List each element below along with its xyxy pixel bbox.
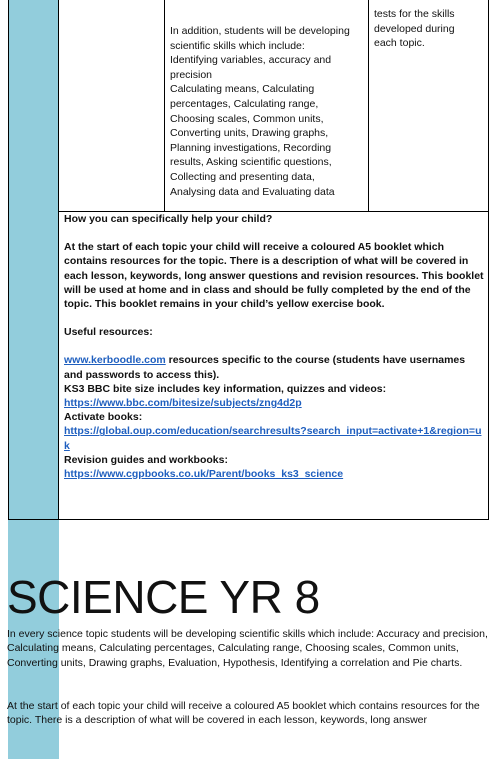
bbc-bitesize-link[interactable]: https://www.bbc.com/bitesize/subjects/zng4d2p <box>64 397 302 410</box>
skills-line: Choosing scales, Common units, <box>170 112 324 125</box>
activate-label: Activate books: <box>64 411 143 424</box>
tests-line: each topic. <box>374 37 425 50</box>
bbc-label: KS3 BBC bite size includes key information, quizzes and videos: <box>64 382 387 395</box>
revision-label: Revision guides and workbooks: <box>64 453 228 466</box>
skills-line: Planning investigations, Recording <box>170 141 332 154</box>
tests-cell <box>374 7 484 51</box>
tests-line: developed during <box>374 22 455 35</box>
skills-line: Analysing data and Evaluating data <box>170 185 335 198</box>
skills-line: Collecting and presenting data, <box>170 170 315 183</box>
table-divider <box>58 0 59 520</box>
skills-line: results, Asking scientific questions, <box>170 156 332 169</box>
skills-line: percentages, Calculating range, <box>170 97 319 110</box>
skills-paragraph: In every science topic students will be developing scientific skills which include: Accuracy and precision, Calculating means, Calculating percentages, Calculating range, Choosing scales, Common units, Converting units, Drawing graphs, Evaluation, Hypothesis, Identifying a correlation and Pie charts. <box>7 628 488 669</box>
table-divider <box>164 0 165 211</box>
help-section <box>64 212 484 481</box>
booklet-paragraph: At the start of each topic your child will receive a coloured A5 booklet which contains resources for the topic. There is a description of what will be covered in each lesson, keywords, long answer questions and revision resources. This booklet will be used at home and in class and should be fully completed by the end of the topic. This booklet remains in your child’s yellow exercise book. <box>64 241 484 311</box>
kerboodle-paragraph <box>64 353 484 381</box>
skills-line: Calculating means, Calculating <box>170 83 315 96</box>
skills-line: scientific skills which include: <box>170 39 305 52</box>
kerboodle-link[interactable]: www.kerboodle.com <box>64 354 166 367</box>
section-title: SCIENCE YR 8 <box>7 571 320 623</box>
cgp-books-link[interactable]: https://www.cgpbooks.co.uk/Parent/books_ks3_science <box>64 468 344 481</box>
booklet-paragraph-2: At the start of each topic your child will receive a coloured A5 booklet which contains resources for the topic. There is a description of what will be covered in each lesson, keywords, long answer <box>7 700 480 727</box>
skills-line: Converting units, Drawing graphs, <box>170 127 329 140</box>
tests-line: tests for the skills <box>374 8 455 20</box>
help-heading: How you can specifically help your child? <box>64 213 273 225</box>
skills-cell <box>170 24 365 199</box>
table-divider <box>368 0 369 211</box>
skills-line: Identifying variables, accuracy and <box>170 54 332 67</box>
skills-line: precision <box>170 68 213 81</box>
kerboodle-description: resources specific to the course (students have usernames and passwords to access this). <box>64 354 466 381</box>
skills-line: In addition, students will be developing <box>170 25 350 37</box>
useful-resources-heading: Useful resources: <box>64 326 153 339</box>
activate-link[interactable]: https://global.oup.com/education/searchresults?search_input=activate+1&region=uk <box>64 425 482 452</box>
